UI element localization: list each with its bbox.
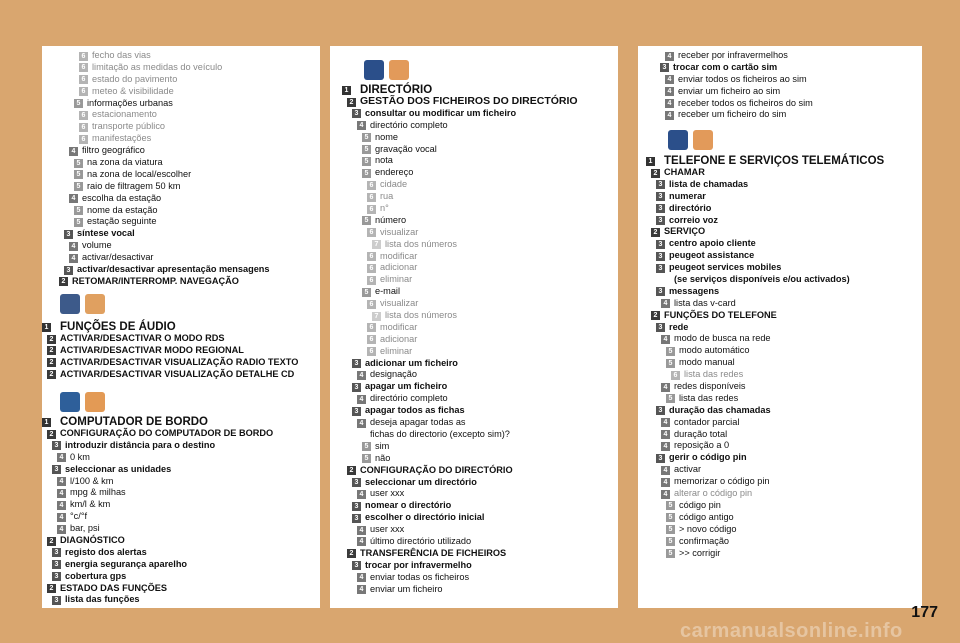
level-badge: 6: [79, 111, 88, 120]
level-badge: 5: [74, 218, 83, 227]
level-badge: 4: [665, 99, 674, 108]
list-item-label: adicionar um ficheiro: [365, 357, 458, 368]
level-badge: 3: [52, 465, 61, 474]
list-item-label: directório: [669, 202, 712, 213]
level-badge: 6: [367, 181, 376, 190]
level-badge: 6: [367, 252, 376, 261]
list-item-label: gerir o código pin: [669, 452, 747, 463]
list-item-label: activar/desactivar: [82, 252, 154, 263]
level-badge: 4: [69, 194, 78, 203]
list-item-label: visualizar: [380, 298, 419, 309]
level-badge: 7: [372, 240, 381, 249]
list-item-label: meteo & visibilidade: [92, 85, 174, 96]
level-badge: 6: [367, 276, 376, 285]
level-badge: 4: [661, 478, 670, 487]
level-badge: 4: [357, 419, 366, 428]
level-badge: 6: [79, 63, 88, 72]
list-item-label: endereço: [375, 167, 414, 178]
level-badge: 4: [661, 430, 670, 439]
level-badge: 5: [74, 159, 83, 168]
list-item-label: directório completo: [370, 119, 448, 130]
level-badge: 3: [656, 454, 665, 463]
list-item-label: enviar todos os ficheiros ao sim: [678, 73, 807, 84]
level-badge: 3: [656, 192, 665, 201]
list-item-label: fichas do directorio (excepto sim)?: [370, 428, 510, 439]
level-badge: 3: [352, 383, 361, 392]
list-item-label: rua: [380, 191, 394, 202]
list-item-label: CHAMAR: [664, 167, 705, 177]
list-item-label: informações urbanas: [87, 97, 173, 108]
level-badge: 2: [47, 584, 56, 593]
level-badge: 6: [367, 193, 376, 202]
level-badge: 4: [665, 87, 674, 96]
list-item-label: (se serviços disponíveis e/ou activados): [674, 274, 850, 285]
list-item-label: duração das chamadas: [669, 404, 771, 415]
list-item-label: lista dos números: [385, 310, 458, 321]
level-badge: 3: [52, 441, 61, 450]
watermark: carmanualsonline.info: [680, 620, 903, 642]
level-badge: 4: [57, 513, 66, 522]
phonebook-icon: [389, 60, 409, 80]
level-badge: 3: [656, 216, 665, 225]
list-item-label: sim: [375, 440, 390, 451]
level-badge: 2: [651, 228, 660, 237]
list-item-label: cobertura gps: [65, 570, 127, 581]
list-item-label: l/100 & km: [70, 475, 114, 486]
list-item-label: consultar ou modificar um ficheiro: [365, 107, 517, 118]
list-item-label: seleccionar um directório: [365, 476, 477, 487]
list-item-label: activar/desactivar apresentação mensagens: [77, 264, 270, 275]
level-badge: 6: [79, 75, 88, 84]
level-badge: 6: [79, 87, 88, 96]
list-item-label: receber por infravermelhos: [678, 50, 788, 60]
list-item-label: 0 km: [70, 451, 90, 462]
list-item-label: lista das redes: [679, 392, 739, 403]
list-item-label: apagar todos as fichas: [365, 405, 465, 416]
level-badge: 4: [69, 147, 78, 156]
list-item-label: user xxx: [370, 524, 405, 535]
level-badge: 2: [47, 370, 56, 379]
list-item-label: ACTIVAR/DESACTIVAR O MODO RDS: [60, 333, 225, 343]
list-item-label: activar: [674, 464, 702, 475]
level-badge: 3: [52, 548, 61, 557]
list-item-label: deseja apagar todas as: [370, 417, 466, 428]
level-badge: 3: [656, 406, 665, 415]
level-badge: 4: [69, 254, 78, 263]
list-item-label: lista de chamadas: [669, 178, 749, 189]
level-badge: 5: [666, 501, 675, 510]
fuel-icon: [85, 392, 105, 412]
level-badge: 3: [660, 63, 669, 72]
list-item-label: GESTÃO DOS FICHEIROS DO DIRECTÓRIO: [360, 95, 578, 107]
list-item-label: código pin: [679, 499, 721, 510]
level-badge: 6: [79, 135, 88, 144]
list-item-label: modo automático: [679, 345, 750, 356]
level-badge: 4: [57, 489, 66, 498]
level-badge: 6: [367, 228, 376, 237]
list-item-label: ACTIVAR/DESACTIVAR VISUALIZAÇÃO DETALHE CD: [60, 368, 295, 379]
level-badge: 3: [352, 109, 361, 118]
notebook-icon: [364, 60, 384, 80]
level-badge: 4: [357, 371, 366, 380]
level-badge: 3: [352, 561, 361, 570]
list-item-label: modo manual: [679, 357, 735, 368]
level-badge: 2: [651, 169, 660, 178]
phone-icons: [668, 130, 728, 154]
list-item-label: CONFIGURAÇÃO DO DIRECTÓRIO: [360, 464, 513, 475]
list-item-label: ESTADO DAS FUNÇÕES: [60, 582, 168, 593]
list-item-label: na zona de local/escolher: [87, 168, 192, 179]
level-badge: 5: [666, 359, 675, 368]
level-badge: 3: [64, 230, 73, 239]
list-item-label: memorizar o código pin: [674, 476, 770, 487]
level-badge: 4: [57, 525, 66, 534]
list-item-label: último directório utilizado: [370, 535, 472, 546]
list-item-label: fecho das vias: [92, 50, 151, 60]
level-badge: 3: [352, 502, 361, 511]
level-badge: 5: [666, 525, 675, 534]
level-badge: 3: [52, 572, 61, 581]
audio-note-icon: [85, 294, 105, 314]
level-badge: 1: [342, 86, 351, 95]
list-item-label: trocar por infravermelho: [365, 559, 472, 570]
level-badge: 3: [352, 359, 361, 368]
list-item-label: modificar: [380, 250, 418, 261]
level-badge: 3: [656, 287, 665, 296]
level-badge: 2: [47, 335, 56, 344]
list-item-label: n°: [380, 203, 389, 214]
level-badge: 4: [357, 526, 366, 535]
level-badge: 4: [357, 490, 366, 499]
list-item-label: código antigo: [679, 511, 734, 522]
list-item-label: número: [375, 214, 407, 225]
level-badge: 3: [352, 478, 361, 487]
list-item-label: nota: [375, 155, 393, 166]
level-badge: 4: [661, 466, 670, 475]
list-item-label: mpg & milhas: [70, 487, 126, 498]
list-item-label: energia segurança aparelho: [65, 558, 188, 569]
level-badge: 4: [661, 490, 670, 499]
level-badge: 4: [69, 242, 78, 251]
level-badge: 2: [47, 430, 56, 439]
level-badge: 6: [671, 371, 680, 380]
level-badge: 2: [47, 537, 56, 546]
level-badge: 5: [74, 206, 83, 215]
list-item-label: trocar com o cartão sim: [673, 61, 778, 72]
list-item-label: lista das funções: [65, 594, 140, 605]
list-item-label: ACTIVAR/DESACTIVAR VISUALIZAÇÃO RADIO TEXTO: [60, 356, 299, 367]
level-badge: 4: [57, 501, 66, 510]
level-badge: 5: [362, 133, 371, 142]
level-badge: 2: [59, 277, 68, 286]
mobile-phone-icon: [693, 130, 713, 150]
level-badge: 5: [74, 182, 83, 191]
level-badge: 6: [79, 52, 88, 61]
level-badge: 5: [666, 549, 675, 558]
level-badge: 4: [661, 299, 670, 308]
list-item-label: estado do pavimento: [92, 73, 178, 84]
level-badge: 4: [661, 383, 670, 392]
list-item-label: FUNÇÕES DE ÁUDIO: [60, 321, 176, 333]
level-badge: 3: [64, 266, 73, 275]
level-badge: 5: [74, 170, 83, 179]
list-item-label: escolher o directório inicial: [365, 512, 485, 523]
level-badge: 2: [47, 346, 56, 355]
level-badge: 3: [352, 407, 361, 416]
level-badge: 3: [656, 323, 665, 332]
list-item-label: adicionar: [380, 262, 418, 273]
level-badge: 5: [362, 442, 371, 451]
list-item-label: receber um ficheiro do sim: [678, 109, 787, 120]
level-badge: 3: [52, 560, 61, 569]
level-badge: 4: [661, 335, 670, 344]
level-badge: 5: [362, 216, 371, 225]
list-item-label: filtro geográfico: [82, 145, 145, 156]
level-badge: 4: [661, 418, 670, 427]
level-badge: 3: [656, 252, 665, 261]
list-item-label: TRANSFERÊNCIA DE FICHEIROS: [360, 547, 507, 558]
list-item-label: FUNÇÕES DO TELEFONE: [664, 309, 777, 320]
list-item-label: introduzir distância para o destino: [65, 439, 216, 450]
list-item-label: DIAGNÓSTICO: [60, 535, 125, 546]
audio-disc-icon: [60, 294, 80, 314]
list-item-label: confirmação: [679, 535, 730, 546]
level-badge: 4: [57, 477, 66, 486]
list-item-label: lista dos números: [385, 238, 458, 249]
list-item-label: cidade: [380, 179, 408, 190]
level-badge: 1: [42, 323, 51, 332]
list-item-label: enviar um ficheiro: [370, 583, 443, 594]
list-item-label: enviar todas os ficheiros: [370, 571, 470, 582]
list-item-label: DIRECTÓRIO: [360, 84, 433, 96]
list-item-label: nomear o directório: [365, 500, 452, 511]
list-item-label: limitação as medidas do veículo: [92, 61, 223, 72]
list-item-label: e-mail: [375, 286, 401, 297]
list-item-label: ACTIVAR/DESACTIVAR MODO REGIONAL: [60, 344, 244, 355]
list-item-label: user xxx: [370, 488, 405, 499]
level-badge: 3: [656, 204, 665, 213]
level-badge: 5: [362, 169, 371, 178]
list-item-label: bar, psi: [70, 523, 100, 534]
list-item-label: >> corrigir: [679, 547, 721, 558]
level-badge: 3: [656, 180, 665, 189]
list-item-label: estacionamento: [92, 109, 157, 120]
list-item-label: na zona da viatura: [87, 157, 163, 168]
level-badge: 5: [362, 288, 371, 297]
list-item-label: gravação vocal: [375, 143, 437, 154]
level-badge: 6: [367, 335, 376, 344]
list-item-label: rede: [669, 321, 689, 332]
level-badge: 5: [362, 157, 371, 166]
list-item-label: > novo código: [679, 523, 737, 534]
level-badge: 5: [666, 347, 675, 356]
level-badge: 5: [666, 513, 675, 522]
list-item-label: CONFIGURAÇÃO DO COMPUTADOR DE BORDO: [60, 428, 274, 438]
board-icons: [60, 392, 120, 416]
list-item-label: COMPUTADOR DE BORDO: [60, 416, 209, 428]
list-item-label: directório completo: [370, 393, 448, 404]
level-badge: 5: [666, 394, 675, 403]
list-item-label: síntese vocal: [77, 228, 135, 239]
level-badge: 3: [656, 240, 665, 249]
list-item-label: receber todos os ficheiros do sim: [678, 97, 813, 108]
list-item-label: messagens: [669, 285, 720, 296]
list-item-label: nome: [375, 131, 398, 142]
list-item-label: °c/°f: [70, 511, 88, 522]
list-item-label: SERVIÇO: [664, 226, 706, 237]
level-badge: 2: [651, 311, 660, 320]
list-item-label: correio voz: [669, 214, 719, 225]
level-badge: 4: [661, 442, 670, 451]
page-number: 177: [911, 604, 938, 621]
list-item-label: modo de busca na rede: [674, 333, 771, 344]
list-item-label: numerar: [669, 190, 706, 201]
level-badge: 4: [357, 537, 366, 546]
level-badge: 6: [367, 347, 376, 356]
list-item-label: RETOMAR/INTERROMP. NAVEGAÇÃO: [72, 275, 239, 286]
list-item-label: km/l & km: [70, 499, 111, 510]
level-badge: 5: [362, 145, 371, 154]
list-item-label: apagar um ficheiro: [365, 381, 448, 392]
level-badge: 7: [372, 312, 381, 321]
list-item-label: TELEFONE E SERVIÇOS TELEMÁTICOS: [664, 155, 885, 167]
level-badge: 4: [357, 573, 366, 582]
level-badge: 5: [74, 99, 83, 108]
list-item-label: estação seguinte: [87, 216, 157, 227]
level-badge: 1: [42, 418, 51, 427]
list-item-label: modificar: [380, 321, 418, 332]
level-badge: 4: [57, 453, 66, 462]
level-badge: 6: [79, 123, 88, 132]
level-badge: 3: [656, 264, 665, 273]
directory-icons: [364, 60, 424, 84]
list-item-label: alterar o código pin: [674, 488, 753, 499]
list-item-label: contador parcial: [674, 416, 740, 427]
level-badge: 2: [347, 549, 356, 558]
list-item-label: lista das v-card: [674, 297, 736, 308]
list-item-label: escolha da estação: [82, 192, 162, 203]
audio-icons: [60, 294, 120, 318]
level-badge: 4: [665, 75, 674, 84]
list-item-label: raio de filtragem 50 km: [87, 180, 181, 191]
level-badge: 6: [367, 264, 376, 273]
list-item-label: manifestações: [92, 133, 152, 144]
list-item-label: seleccionar as unidades: [65, 463, 172, 474]
list-item-label: redes disponíveis: [674, 381, 746, 392]
level-badge: 6: [367, 300, 376, 309]
level-badge: 5: [666, 537, 675, 546]
laptop-icon: [60, 392, 80, 412]
list-item-label: designação: [370, 369, 417, 380]
list-item-label: peugeot services mobiles: [669, 262, 782, 273]
list-item-label: adicionar: [380, 333, 418, 344]
level-badge: 2: [347, 466, 356, 475]
list-item-label: eliminar: [380, 274, 413, 285]
level-badge: 4: [357, 121, 366, 130]
level-badge: 5: [362, 454, 371, 463]
level-badge: 4: [357, 585, 366, 594]
list-item-label: não: [375, 452, 391, 463]
list-item-label: eliminar: [380, 345, 413, 356]
level-badge: 2: [47, 358, 56, 367]
list-item-label: registo dos alertas: [65, 546, 147, 557]
level-badge: 3: [52, 596, 61, 605]
list-item-label: reposição a 0: [674, 440, 730, 451]
list-item-label: duração total: [674, 428, 728, 439]
list-item-label: nome da estação: [87, 204, 158, 215]
list-item-label: lista das redes: [684, 369, 744, 380]
list-item-label: volume: [82, 240, 112, 251]
level-badge: 4: [357, 395, 366, 404]
list-item-label: peugeot assistance: [669, 250, 755, 261]
list-item-label: enviar um ficheiro ao sim: [678, 85, 781, 96]
level-badge: 4: [665, 52, 674, 61]
level-badge: 1: [646, 157, 655, 166]
email-icon: [668, 130, 688, 150]
level-badge: 4: [665, 111, 674, 120]
level-badge: 6: [367, 323, 376, 332]
level-badge: 3: [352, 514, 361, 523]
list-item-label: centro apoio cliente: [669, 238, 756, 249]
list-item-label: transporte público: [92, 121, 166, 132]
level-badge: 6: [367, 205, 376, 214]
level-badge: 2: [347, 98, 356, 107]
list-item-label: visualizar: [380, 226, 419, 237]
